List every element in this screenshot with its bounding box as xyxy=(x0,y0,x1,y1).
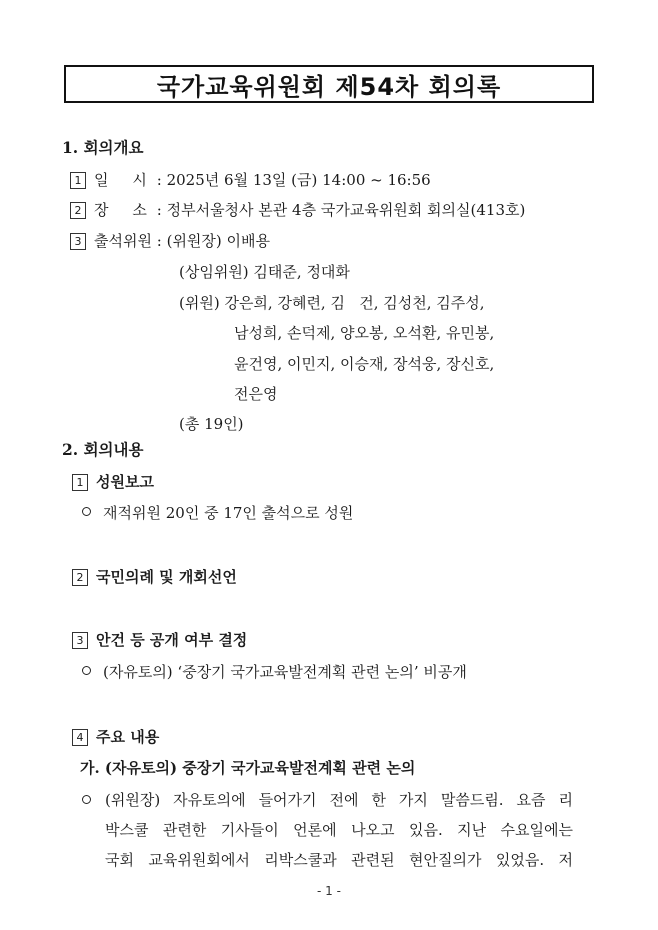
discussion-subheading: 가. (자유토의) 중장기 국가교육발전계획 관련 논의 xyxy=(80,759,416,777)
bullet-icon xyxy=(82,666,91,675)
label: 일 시 xyxy=(94,171,147,189)
subsection-title: 안건 등 공개 여부 결정 xyxy=(96,631,248,649)
subsection-disclosure xyxy=(72,630,247,650)
boxed-number: 3 xyxy=(72,632,88,649)
separator: : xyxy=(152,201,167,219)
boxed-number: 4 xyxy=(72,729,88,746)
bullet-icon xyxy=(82,795,91,804)
boxed-number: 1 xyxy=(70,172,86,189)
attendees-members-1: (위원) 강은희, 강혜련, 김 건, 김성천, 김주성, xyxy=(179,294,485,312)
subsection-title: 국민의례 및 개회선언 xyxy=(96,568,237,586)
attendees-standing: (상임위원) 김태준, 정대화 xyxy=(179,263,350,281)
discussion-para-line-3: 국회 교육위원회에서 리박스쿨과 관련된 현안질의가 있었음. 저 xyxy=(105,851,573,869)
page-number: - 1 - xyxy=(317,884,341,898)
overview-item-datetime xyxy=(70,170,431,190)
overview-item-attendees xyxy=(70,231,270,251)
attendees-members-3: 윤건영, 이민지, 이승재, 장석웅, 장신호, xyxy=(234,355,495,373)
boxed-number: 2 xyxy=(72,569,88,586)
subsection-title: 성원보고 xyxy=(96,473,154,491)
bullet-text: 재적위원 20인 중 17인 출석으로 성원 xyxy=(103,504,354,522)
discussion-bullet-marker xyxy=(82,791,103,811)
overview-item-location xyxy=(70,200,525,220)
value: (위원장) 이배용 xyxy=(166,232,271,250)
bullet-icon xyxy=(82,507,91,516)
attendees-members-2: 남성희, 손덕제, 양오봉, 오석환, 유민봉, xyxy=(234,324,495,342)
boxed-number: 3 xyxy=(70,233,86,250)
boxed-number: 1 xyxy=(72,474,88,491)
label: 출석위원 xyxy=(94,232,152,250)
subsection-title: 주요 내용 xyxy=(96,728,160,746)
title-box xyxy=(64,65,594,103)
boxed-number: 2 xyxy=(70,202,86,219)
value: 2025년 6월 13일 (금) 14:00 ~ 16:56 xyxy=(166,171,431,189)
attendees-total: (총 19인) xyxy=(179,415,244,433)
subsection-quorum xyxy=(72,472,154,492)
disclosure-bullet xyxy=(82,662,467,682)
discussion-para-line-2: 박스쿨 관련한 기사들이 언론에 나오고 있음. 지난 수요일에는 xyxy=(105,821,573,839)
quorum-bullet xyxy=(82,503,353,523)
section2-heading: 2. 회의내용 xyxy=(62,440,144,459)
document-title: 국가교육위원회 제54차 회의록 xyxy=(156,72,502,101)
value: 정부서울청사 본관 4층 국가교육위원회 회의실(413호) xyxy=(166,201,526,219)
section1-heading: 1. 회의개요 xyxy=(62,138,144,157)
subsection-main-content xyxy=(72,727,159,747)
label: 장 소 xyxy=(94,201,147,219)
separator: : xyxy=(152,171,167,189)
attendees-members-4: 전은영 xyxy=(234,385,278,403)
bullet-text: (자유토의) ‘중장기 국가교육발전계획 관련 논의’ 비공개 xyxy=(103,663,467,681)
subsection-ceremony xyxy=(72,567,237,587)
separator: : xyxy=(152,232,167,250)
discussion-para-line-1: (위원장) 자유토의에 들어가기 전에 한 가지 말씀드림. 요즘 리 xyxy=(105,791,573,809)
